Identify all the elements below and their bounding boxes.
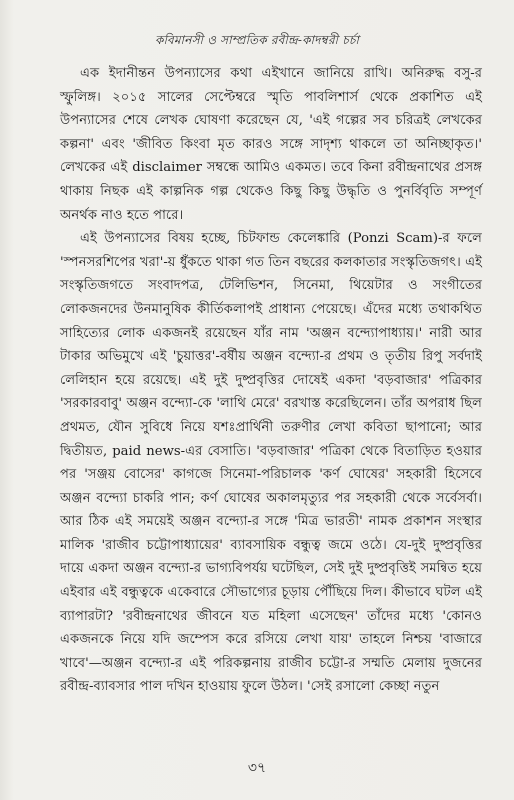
body-text: [60, 62, 482, 699]
paragraph-1: এক ইদানীন্তন উপন্যাসের কথা এইখানে জানিয়ে রাখি। অনিরুদ্ধ বসু-র স্ফুলিঙ্গ। ২০১৫ সালের সেপ্টেম্বরে স্মৃতি পাবলিশার্স থেকে প্রকাশিত এই উপন্যাসের শেষে লেখক ঘোষণা করেছেন যে, 'এই গল্পের সব চরিত্রই লেখকের কল্পনা' এবং 'জীবিত কিংবা মৃত কারও সঙ্গে সাদৃশ্য থাকলে তা অনিচ্ছাকৃত।' লেখকের এই disclaimer সম্বন্ধে আমিও একমত। তবে কিনা রবীন্দ্রনাথের প্রসঙ্গ থাকায় নিছক এই কাল্পনিক গল্প থেকেও কিছু কিছু উদ্ধৃতি ও পুনর্বিবৃতি সম্পূর্ণ অনর্থক নাও হতে পারে।: [60, 66, 482, 223]
page-number: ৩৭: [247, 760, 267, 776]
running-head: কবিমানসী ও সাম্প্রতিক রবীন্দ্র-কাদম্বরী চর্চা: [154, 33, 360, 47]
paragraph-2: এই উপন্যাসের বিষয় হচ্ছে, চিটফান্ড কেলেঙ্কারি (Ponzi Scam)-র ফলে 'স্পনসরশিপের খরা'-য় ধুঁকতে থাকা গত তিন বছরের কলকাতার সংস্কৃতিজগৎ। এই সংস্কৃতিজগতে সংবাদপত্র, টেলিভিশন, সিনেমা, থিয়েটার ও সংগীতের লোকজনদের উনমানুষিক কীর্তিকলাপই প্রাধান্য পেয়েছে। এঁদের মধ্যে তথাকথিত সাহিত্যের লোক একজনই রয়েছেন যাঁর নাম 'অঞ্জন বন্দ্যোপাধ্যায়।' নারী আর টাকার অভিমুখে এই 'চুয়াত্তর'-বর্ষীয় অঞ্জন বন্দ্যো-র প্রথম ও তৃতীয় রিপু সর্বদাই লেলিহান হয়ে রয়েছে। এই দুই দুষ্প্রবৃত্তির দোষেই একদা 'বড়বাজার' পত্রিকার 'সরকারবাবু' অঞ্জন বন্দ্যো-কে 'লাথি মেরে' বরখাস্ত করেছিলেন। তাঁর অপরাধ ছিল প্রথমত, যৌন সুবিধে নিয়ে যশঃপ্রার্থিনী তরুণীর লেখা কবিতা ছাপানো; আর দ্বিতীয়ত, paid news-এর বেসাতি। 'বড়বাজার' পত্রিকা থেকে বিতাড়িত হওয়ার পর 'সঞ্জয় বোসের' কাগজে সিনেমা-পরিচালক 'কর্ণ ঘোষের' সহকারী হিসেবে অঞ্জন বন্দ্যো চাকরি পান; কর্ণ ঘোষের অকালমৃত্যুর পর সহকারী থেকে সর্বেসর্বা। আর ঠিক এই সময়েই অঞ্জন বন্দ্যো-র সঙ্গে 'মিত্র ভারতী' নামক প্রকাশন সংস্থার মালিক 'রাজীব চট্টোপাধ্যায়ের' ব্যাবসায়িক বন্ধুত্ব জমে ওঠে। যে-দুই দুষ্প্রবৃত্তির দায়ে একদা অঞ্জন বন্দ্যো-র ভাগ্যবিপর্যয় ঘটেছিল, সেই দুই দুষ্প্রবৃত্তিই সমন্বিত হয়ে এইবার এই বন্ধুত্বকে একেবারে সৌভাগ্যের চূড়ায় পৌঁছিয়ে দিল। কীভাবে ঘটল এই ব্যাপারটা? 'রবীন্দ্রনাথের জীবনে যত মহিলা এসেছেন' তাঁদের মধ্যে 'কোনও একজনকে নিয়ে যদি জম্পেস করে রসিয়ে লেখা যায়' তাহলে নিশ্চয় 'বাজারে খাবে'—অঞ্জন বন্দ্যো-র এই পরিকল্পনায় রাজীব চট্টো-র সম্মতি মেলায় দুজনের রবীন্দ্র-ব্যাবসার পাল দখিন হাওয়ায় ফুলে উঠল। 'সেই রসালো কেচ্ছা নতুন: [60, 231, 482, 695]
